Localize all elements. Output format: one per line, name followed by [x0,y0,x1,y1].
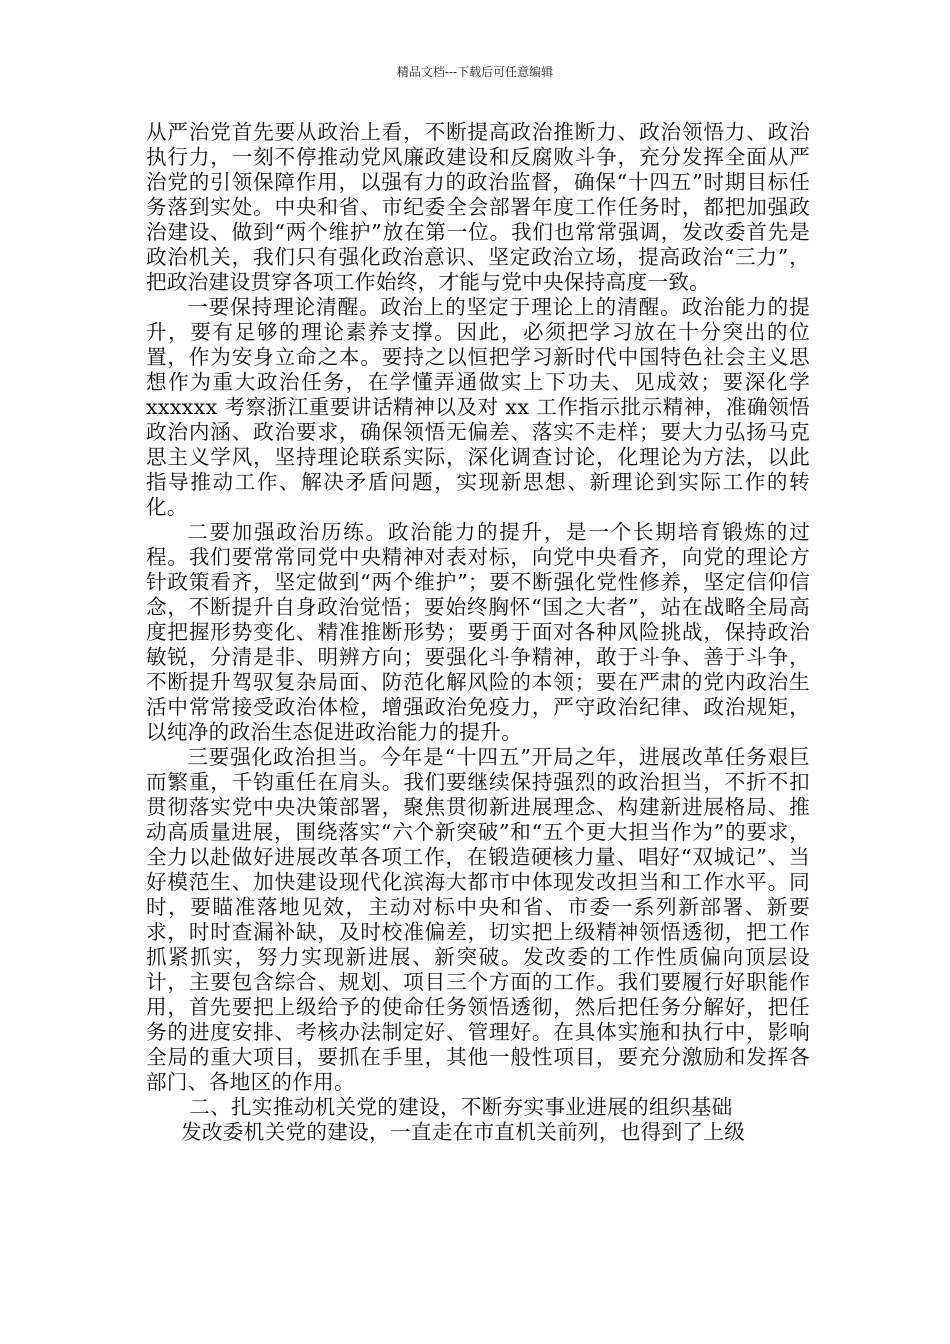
section-heading: 二、扎实推动机关党的建设，不断夯实事业进展的组织基础 [189,1095,733,1119]
page-header: 精品文档---下载后可任意编辑 [396,65,554,79]
document-body [146,120,810,1145]
paragraph-intro: 从严治党首先要从政治上看，不断提高政治推断力、政治领悟力、政治执行力，一刻不停推动党风廉政建设和反腐败斗争，充分发挥全面从严治党的引领保障作用，以强有力的政治监督，确保“十四五”时期目标任务落到实处。中央和省、市纪委全会部署年度工作任务时，都把加强政治建设、做到“两个维护”放在第一位。我们也常常强调，发改委首先是政治机关，我们只有强化政治意识、坚定政治立场，提高政治“三力”，把政治建设贯穿各项工作始终，才能与党中央保持高度一致。 [146,120,810,294]
paragraph-party-building: 发改委机关党的建设，一直走在市直机关前列，也得到了上级 [181,1120,746,1144]
paragraph-responsibility: 三要强化政治担当。今年是“十四五”开局之年，进展改革任务艰巨而繁重，千钧重任在肩头。我们要继续保持强烈的政治担当，不折不扣贯彻落实党中央决策部署，聚焦贯彻新进展理念、构建新进展格局、推动高质量进展，围绕落实“六个新突破”和“五个更大担当作为”的要求，全力以赴做好进展改革各项工作，在锻造硬核力量、唱好“双城记”、当好模范生、加快建设现代化滨海大都市中体现发改担当和工作水平。同时，要瞄准落地见效，主动对标中央和省、市委一系列新部署、新要求，时时查漏补缺，及时校准偏差，切实把上级精神领悟透彻，把工作抓紧抓实，努力实现新进展、新突破。发改委的工作性质偏向顶层设计，主要包含综合、规划、项目三个方面的工作。我们要履行好职能作用，首先要把上级给予的使命任务领悟透彻，然后把任务分解好，把任务的进度安排、考核办法制定好、管理好。在具体实施和执行中，影响全局的重大项目，要抓在手里，其他一般性项目，要充分激励和发挥各部门、各地区的作用。 [146,745,810,1094]
paragraph-training: 二要加强政治历练。政治能力的提升，是一个长期培育锻炼的过程。我们要常常同党中央精神对表对标，向党中央看齐，向党的理论方针政策看齐，坚定做到“两个维护”；要不断强化党性修养，坚定信仰信念，不断提升自身政治觉悟；要始终胸怀“国之大者”，站在战略全局高度把握形势变化、精准推断形势；要勇于面对各种风险挑战，保持政治敏锐，分清是非、明辨方向；要强化斗争精神，敢于斗争、善于斗争，不断提升驾驭复杂局面、防范化解风险的本领；要在严肃的党内政治生活中常常接受政治体检，增强政治免疫力，严守政治纪律、政治规矩，以纯净的政治生态促进政治能力的提升。 [146,520,810,744]
paragraph-theory: 一要保持理论清醒。政治上的坚定于理论上的清醒。政治能力的提升，要有足够的理论素养支撑。因此，必须把学习放在十分突出的位置，作为安身立命之本。要持之以恒把学习新时代中国特色社会主义思想作为重大政治任务，在学懂弄通做实上下功夫、见成效；要深化学 xxxxxx 考察浙江重要讲话精神以及对 xx 工作指示批示精神，准确领悟政治内涵、政治要求，确保领悟无偏差、落实不走样；要大力弘扬马克思主义学风，坚持理论联系实际，深化调查讨论，化理论为方法，以此指导推动工作、解决矛盾问题，实现新思想、新理论到实际工作的转化。 [146,295,810,519]
